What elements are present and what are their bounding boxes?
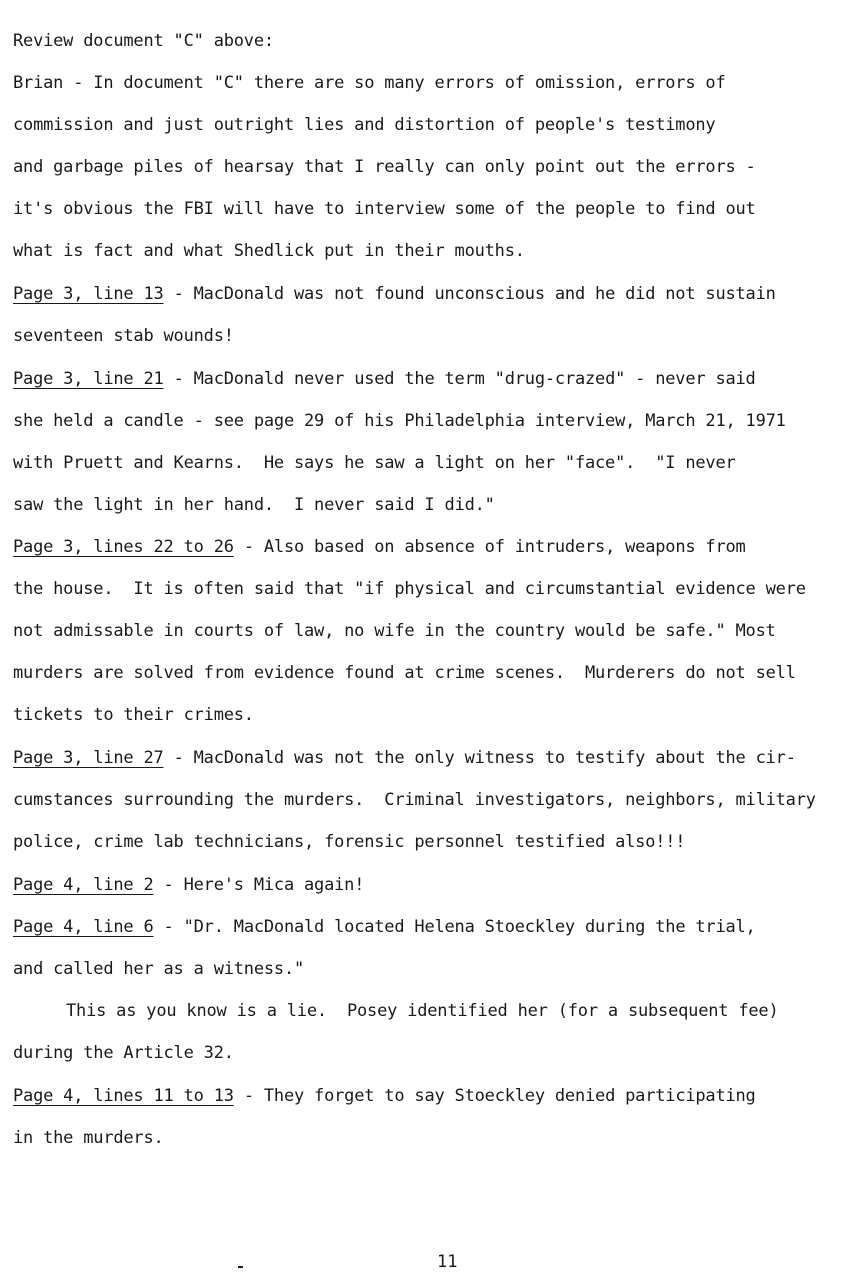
entry-continuation: and called her as a witness." [13, 959, 305, 979]
entry-continuation: tickets to their crimes. [13, 705, 254, 725]
page-reference: Page 4, line 6 [13, 917, 154, 937]
entry-continuation: murders are solved from evidence found at crime scenes. Murderers do not sell [13, 663, 796, 683]
page-reference: Page 3, line 27 [13, 748, 164, 768]
entry-line [13, 284, 776, 304]
entry-line [13, 1086, 756, 1106]
entry-text: - Also based on absence of intruders, weapons from [233, 537, 746, 557]
page-reference: Page 4, lines 11 to 13 [13, 1086, 234, 1106]
entry-line [13, 917, 756, 937]
entry-continuation: seventeen stab wounds! [13, 326, 234, 346]
entry-continuation: the house. It is often said that "if physical and circumstantial evidence were [13, 579, 806, 599]
entry-text: - "Dr. MacDonald located Helena Stoeckley during the trial, [153, 917, 756, 937]
entry-continuation: with Pruett and Kearns. He says he saw a light on her "face". "I never [13, 453, 736, 473]
page-reference: Page 3, line 21 [13, 369, 164, 389]
intro-line: Review document "C" above: [13, 31, 274, 51]
entry-text: - Here's Mica again! [153, 875, 365, 895]
entry-continuation: not admissable in courts of law, no wife in the country would be safe." Most [13, 621, 776, 641]
entry-line [13, 369, 756, 389]
entry-line [13, 748, 796, 768]
entry-text: - MacDonald was not the only witness to testify about the cir- [163, 748, 796, 768]
entry-text: - MacDonald was not found unconscious and he did not sustain [163, 284, 776, 304]
page-reference: Page 3, lines 22 to 26 [13, 537, 234, 557]
page-reference: Page 4, line 2 [13, 875, 154, 895]
entry-line [13, 875, 364, 895]
comment-line: during the Article 32. [13, 1043, 234, 1063]
entry-continuation: she held a candle - see page 29 of his Philadelphia interview, March 21, 1971 [13, 411, 786, 431]
comment-line: This as you know is a lie. Posey identified her (for a subsequent fee) [66, 1001, 779, 1021]
entry-line [13, 537, 746, 557]
page-number: 11 [437, 1252, 458, 1272]
entry-text: - They forget to say Stoeckley denied participating [233, 1086, 756, 1106]
entry-continuation: cumstances surrounding the murders. Criminal investigators, neighbors, military [13, 790, 816, 810]
brian-paragraph-line: it's obvious the FBI will have to interview some of the people to find out [13, 199, 756, 219]
brian-paragraph-line: and garbage piles of hearsay that I really can only point out the errors - [13, 157, 756, 177]
entry-continuation: police, crime lab technicians, forensic personnel testified also!!! [13, 832, 686, 852]
stray-mark [238, 1266, 243, 1268]
entry-continuation: saw the light in her hand. I never said I did." [13, 495, 495, 515]
brian-paragraph-line: what is fact and what Shedlick put in their mouths. [13, 241, 525, 261]
brian-paragraph-line: commission and just outright lies and distortion of people's testimony [13, 115, 716, 135]
brian-paragraph-line: Brian - In document "C" there are so many errors of omission, errors of [13, 73, 726, 93]
entry-continuation: in the murders. [13, 1128, 164, 1148]
entry-text: - MacDonald never used the term "drug-crazed" - never said [163, 369, 756, 389]
page-reference: Page 3, line 13 [13, 284, 164, 304]
